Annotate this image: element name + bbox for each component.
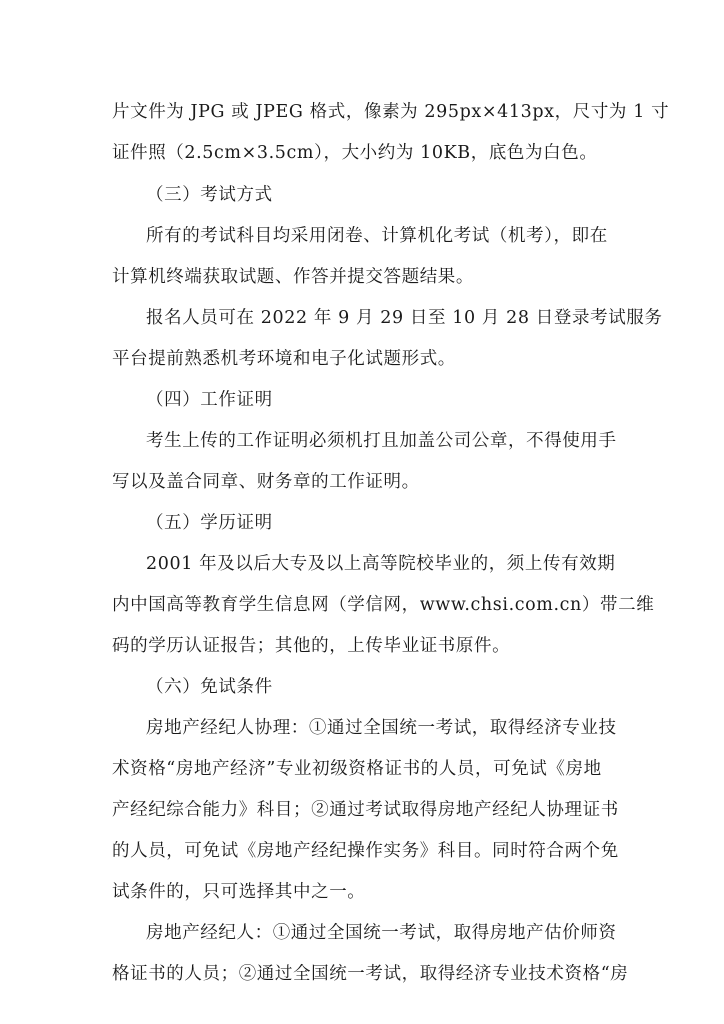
para-assistant-exemption-line-4: 的人员，可免试《房地产经纪操作实务》科目。同时符合两个免 <box>112 841 619 861</box>
para-photo-spec-line-2: 证件照（2.5cm×3.5cm），大小约为 10KB，底色为白色。 <box>112 143 598 163</box>
para-education-line-3: 码的学历认证报告；其他的，上传毕业证书原件。 <box>112 636 511 656</box>
para-exam-method-line-2: 计算机终端获取试题、作答并提交答题结果。 <box>112 267 474 287</box>
para-work-certificate-line-1: 考生上传的工作证明必须机打且加盖公司公章，不得使用手 <box>146 431 617 451</box>
para-photo-spec-line-1: 片文件为 JPG 或 JPEG 格式，像素为 295px×413px，尺寸为 1 寸 <box>112 102 670 122</box>
para-agent-exemption-line-1: 房地产经纪人：①通过全国统一考试，取得房地产估价师资 <box>146 923 617 943</box>
para-education-line-2: 内中国高等教育学生信息网（学信网，www.chsi.com.cn）带二维 <box>112 595 655 615</box>
para-registration-line-2: 平台提前熟悉机考环境和电子化试题形式。 <box>112 349 456 369</box>
heading-work-certificate: （四）工作证明 <box>146 390 273 410</box>
para-assistant-exemption-line-5: 试条件的，只可选择其中之一。 <box>112 882 366 902</box>
heading-education-certificate: （五）学历证明 <box>146 513 273 533</box>
para-education-line-1: 2001 年及以后大专及以上高等院校毕业的，须上传有效期 <box>146 554 616 574</box>
para-assistant-exemption-line-2: 术资格“房地产经济”专业初级资格证书的人员，可免试《房地 <box>112 759 602 779</box>
para-exam-method-line-1: 所有的考试科目均采用闭卷、计算机化考试（机考），即在 <box>146 226 608 246</box>
heading-exemption-conditions: （六）免试条件 <box>146 677 273 697</box>
para-registration-line-1: 报名人员可在 2022 年 9 月 29 日至 10 月 28 日登录考试服务 <box>146 308 663 328</box>
para-assistant-exemption-line-1: 房地产经纪人协理：①通过全国统一考试，取得经济专业技 <box>146 718 617 738</box>
para-work-certificate-line-2: 写以及盖合同章、财务章的工作证明。 <box>112 472 420 492</box>
heading-exam-method: （三）考试方式 <box>146 185 273 205</box>
para-agent-exemption-line-2: 格证书的人员；②通过全国统一考试，取得经济专业技术资格“房 <box>112 964 629 984</box>
para-assistant-exemption-line-3: 产经纪综合能力》科目；②通过考试取得房地产经纪人协理证书 <box>112 800 619 820</box>
